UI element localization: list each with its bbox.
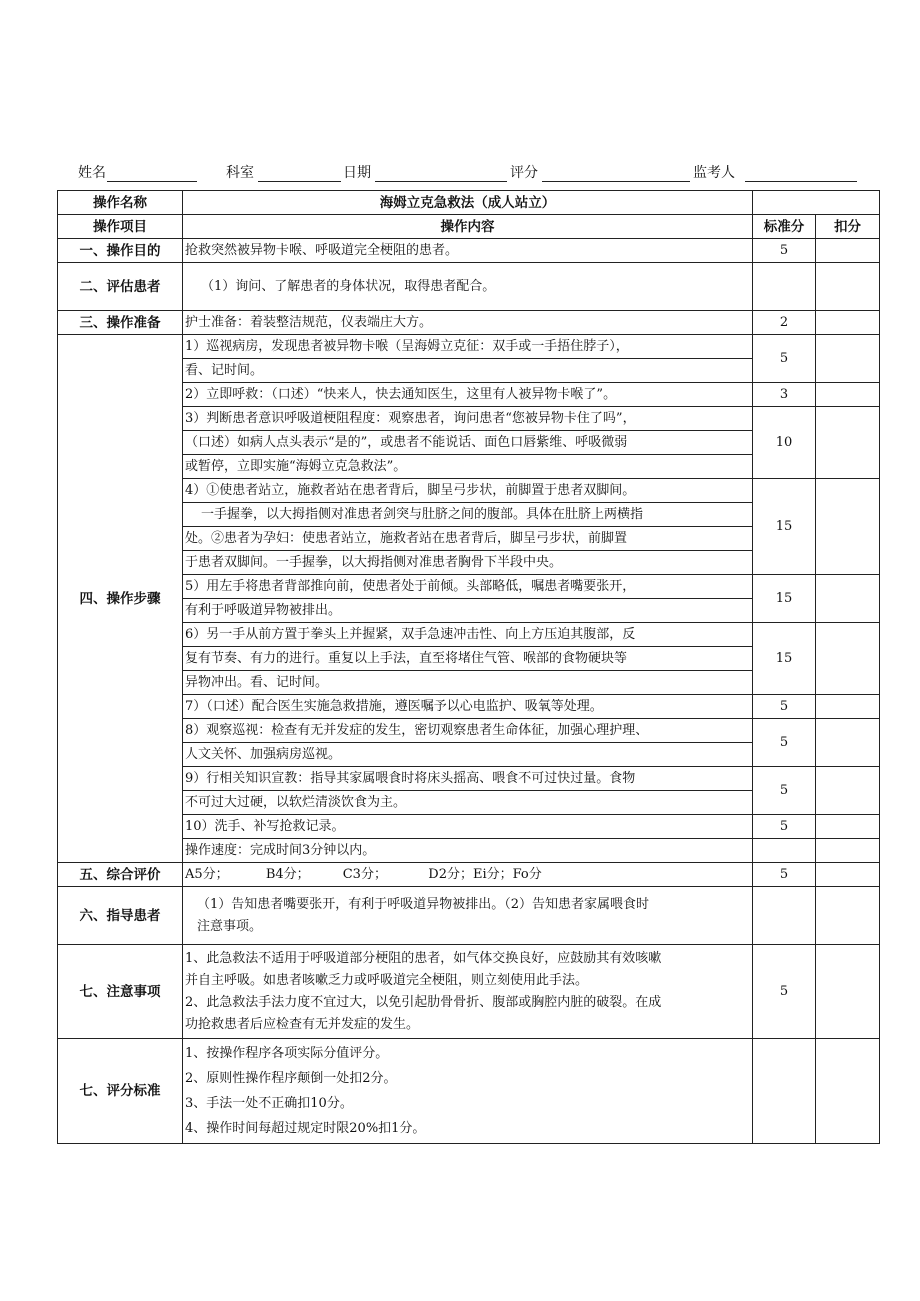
std-score: 5	[753, 719, 816, 767]
std-score: 5	[753, 335, 816, 383]
step-line: 看、记时间。	[183, 359, 753, 383]
deduct-cell[interactable]	[816, 767, 880, 815]
step-line: 一手握拳，以大拇指侧对准患者剑突与肚脐之间的腹部。具体在肚脐上两横指	[183, 503, 753, 527]
step-line: 1）巡视病房，发现患者被异物卡喉（呈海姆立克征：双手或一手捂住脖子），	[183, 335, 753, 359]
content-line: 2、原则性操作程序颠倒一处扣2分。	[185, 1071, 397, 1086]
deduct-cell[interactable]	[816, 719, 880, 767]
std-score: 10	[753, 407, 816, 479]
deduct-cell[interactable]	[816, 815, 880, 839]
content-line: 功抢救患者后应检查有无并发症的发生。	[185, 1016, 420, 1032]
step-line: 6）另一手从前方置于拳头上并握紧，双手急速冲击性、向上方压迫其腹部，反	[183, 623, 753, 647]
section-content: 抢救突然被异物卡喉、呼吸道完全梗阻的患者。	[183, 239, 753, 263]
step-line: 或暂停，立即实施“海姆立克急救法”。	[183, 455, 753, 479]
std-score: 5	[753, 695, 816, 719]
section-title: 三、操作准备	[58, 311, 183, 335]
section-content: （1）询问、了解患者的身体状况，取得患者配合。	[183, 263, 753, 311]
section-content: 护士准备：着装整洁规范，仪表端庄大方。	[183, 311, 753, 335]
deduct-cell[interactable]	[816, 887, 880, 945]
section-content	[183, 945, 753, 1039]
step-line: 10）洗手、补写抢救记录。	[183, 815, 753, 839]
deduct-cell[interactable]	[816, 263, 880, 311]
step-line: 处。②患者为孕妇：使患者站立，施救者站在患者背后，脚呈弓步状，前脚置	[183, 527, 753, 551]
section-title: 六、指导患者	[58, 887, 183, 945]
step-line: 4）①使患者站立，施救者站在患者背后，脚呈弓步状，前脚置于患者双脚间。	[183, 479, 753, 503]
std-score	[753, 263, 816, 311]
content-line: 1、按操作程序各项实际分值评分。	[185, 1046, 389, 1061]
std-score: 5	[753, 767, 816, 815]
section-title: 一、操作目的	[58, 239, 183, 263]
std-score: 3	[753, 383, 816, 407]
step-line: 7）（口述）配合医生实施急救措施，遵医嘱予以心电监护、吸氧等处理。	[183, 695, 753, 719]
content-line: 2、此急救法手法力度不宜过大，以免引起肋骨骨折、腹部或胸腔内脏的破裂。在成	[185, 994, 662, 1010]
content-line: （1）告知患者嘴要张开，有利于呼吸道异物被排出。（2）告知患者家属喂食时	[197, 896, 650, 912]
step-line: 于患者双脚间。一手握拳，以大拇指侧对准患者胸骨下半段中央。	[183, 551, 753, 575]
col-header-item: 操作项目	[58, 215, 183, 239]
name-label: 姓名	[78, 165, 106, 181]
deduct-cell[interactable]	[816, 311, 880, 335]
content-line: 注意事项。	[197, 918, 263, 934]
step-line: 人文关怀、加强病房巡视。	[183, 743, 753, 767]
step-line: 8）观察巡视：检查有无并发症的发生，密切观察患者生命体征，加强心理护理、	[183, 719, 753, 743]
step-line: 不可过大过硬，以软烂清淡饮食为主。	[183, 791, 753, 815]
content-line: 并自主呼吸。如患者咳嗽乏力或呼吸道完全梗阻，则立刻使用此手法。	[185, 972, 589, 988]
content-line: 3、手法一处不正确扣10分。	[185, 1096, 353, 1111]
section-title: 五、综合评价	[58, 863, 183, 887]
std-score	[753, 1039, 816, 1144]
deduct-cell[interactable]	[816, 839, 880, 863]
step-line: 异物冲出。看、记时间。	[183, 671, 753, 695]
std-score: 15	[753, 623, 816, 695]
col-header-deduct: 扣分	[816, 215, 880, 239]
std-score: 5	[753, 239, 816, 263]
examiner-field[interactable]	[745, 181, 857, 182]
std-score: 5	[753, 815, 816, 839]
examiner-label: 监考人	[693, 165, 735, 181]
std-score: 5	[753, 863, 816, 887]
section-title: 四、操作步骤	[58, 335, 183, 863]
std-score: 15	[753, 479, 816, 575]
step-line: 2）立即呼救：（口述）“快来人，快去通知医生，这里有人被异物卡喉了”。	[183, 383, 753, 407]
col-header-content: 操作内容	[183, 215, 753, 239]
date-label: 日期	[343, 165, 371, 181]
col-header-std-score: 标准分	[753, 215, 816, 239]
date-field[interactable]	[375, 181, 507, 182]
deduct-cell[interactable]	[816, 695, 880, 719]
step-line: 5）用左手将患者背部推向前，使患者处于前倾。头部略低，嘱患者嘴要张开，	[183, 575, 753, 599]
deduct-cell[interactable]	[816, 407, 880, 479]
step-line: 3）判断患者意识呼吸道梗阻程度：观察患者，询问患者“您被异物卡住了吗”，	[183, 407, 753, 431]
step-line: （口述）如病人点头表示“是的”，或患者不能说话、面色口唇紫维、呼吸微弱	[183, 431, 753, 455]
step-line: 有利于呼吸道异物被排出。	[183, 599, 753, 623]
score-label: 评分	[510, 165, 538, 181]
dept-label: 科室	[226, 165, 254, 181]
content-line: 4、操作时间每超过规定时限20%扣1分。	[185, 1121, 426, 1136]
std-score	[753, 839, 816, 863]
op-name-label: 操作名称	[58, 191, 183, 215]
name-field[interactable]	[107, 181, 197, 182]
deduct-cell[interactable]	[816, 335, 880, 383]
section-content	[183, 887, 753, 945]
section-title: 七、注意事项	[58, 945, 183, 1039]
std-score: 15	[753, 575, 816, 623]
score-field[interactable]	[542, 181, 690, 182]
step-line: 9）行相关知识宣教：指导其家属喂食时将床头摇高、喂食不可过快过量。食物	[183, 767, 753, 791]
deduct-cell[interactable]	[816, 575, 880, 623]
section-content	[183, 1039, 753, 1144]
std-score: 2	[753, 311, 816, 335]
op-name-blank	[753, 191, 880, 215]
exam-header	[0, 163, 920, 183]
content-line: 1、此急救法不适用于呼吸道部分梗阻的患者，如气体交换良好，应鼓励其有效咳嗽	[185, 950, 662, 966]
step-line: 操作速度：完成时间3分钟以内。	[183, 839, 753, 863]
deduct-cell[interactable]	[816, 863, 880, 887]
deduct-cell[interactable]	[816, 239, 880, 263]
std-score	[753, 887, 816, 945]
deduct-cell[interactable]	[816, 623, 880, 695]
deduct-cell[interactable]	[816, 1039, 880, 1144]
step-line: 复有节奏、有力的进行。重复以上手法，直至将堵住气管、喉部的食物硬块等	[183, 647, 753, 671]
deduct-cell[interactable]	[816, 383, 880, 407]
deduct-cell[interactable]	[816, 945, 880, 1039]
section-title: 二、评估患者	[58, 263, 183, 311]
scoring-table	[57, 190, 880, 1144]
section-content: A5分； B4分； C3分； D2分；Ei分；Fo分	[183, 863, 753, 887]
std-score: 5	[753, 945, 816, 1039]
deduct-cell[interactable]	[816, 479, 880, 575]
op-name-value: 海姆立克急救法（成人站立）	[183, 191, 753, 215]
section-title: 七、评分标准	[58, 1039, 183, 1144]
dept-field[interactable]	[258, 181, 341, 182]
